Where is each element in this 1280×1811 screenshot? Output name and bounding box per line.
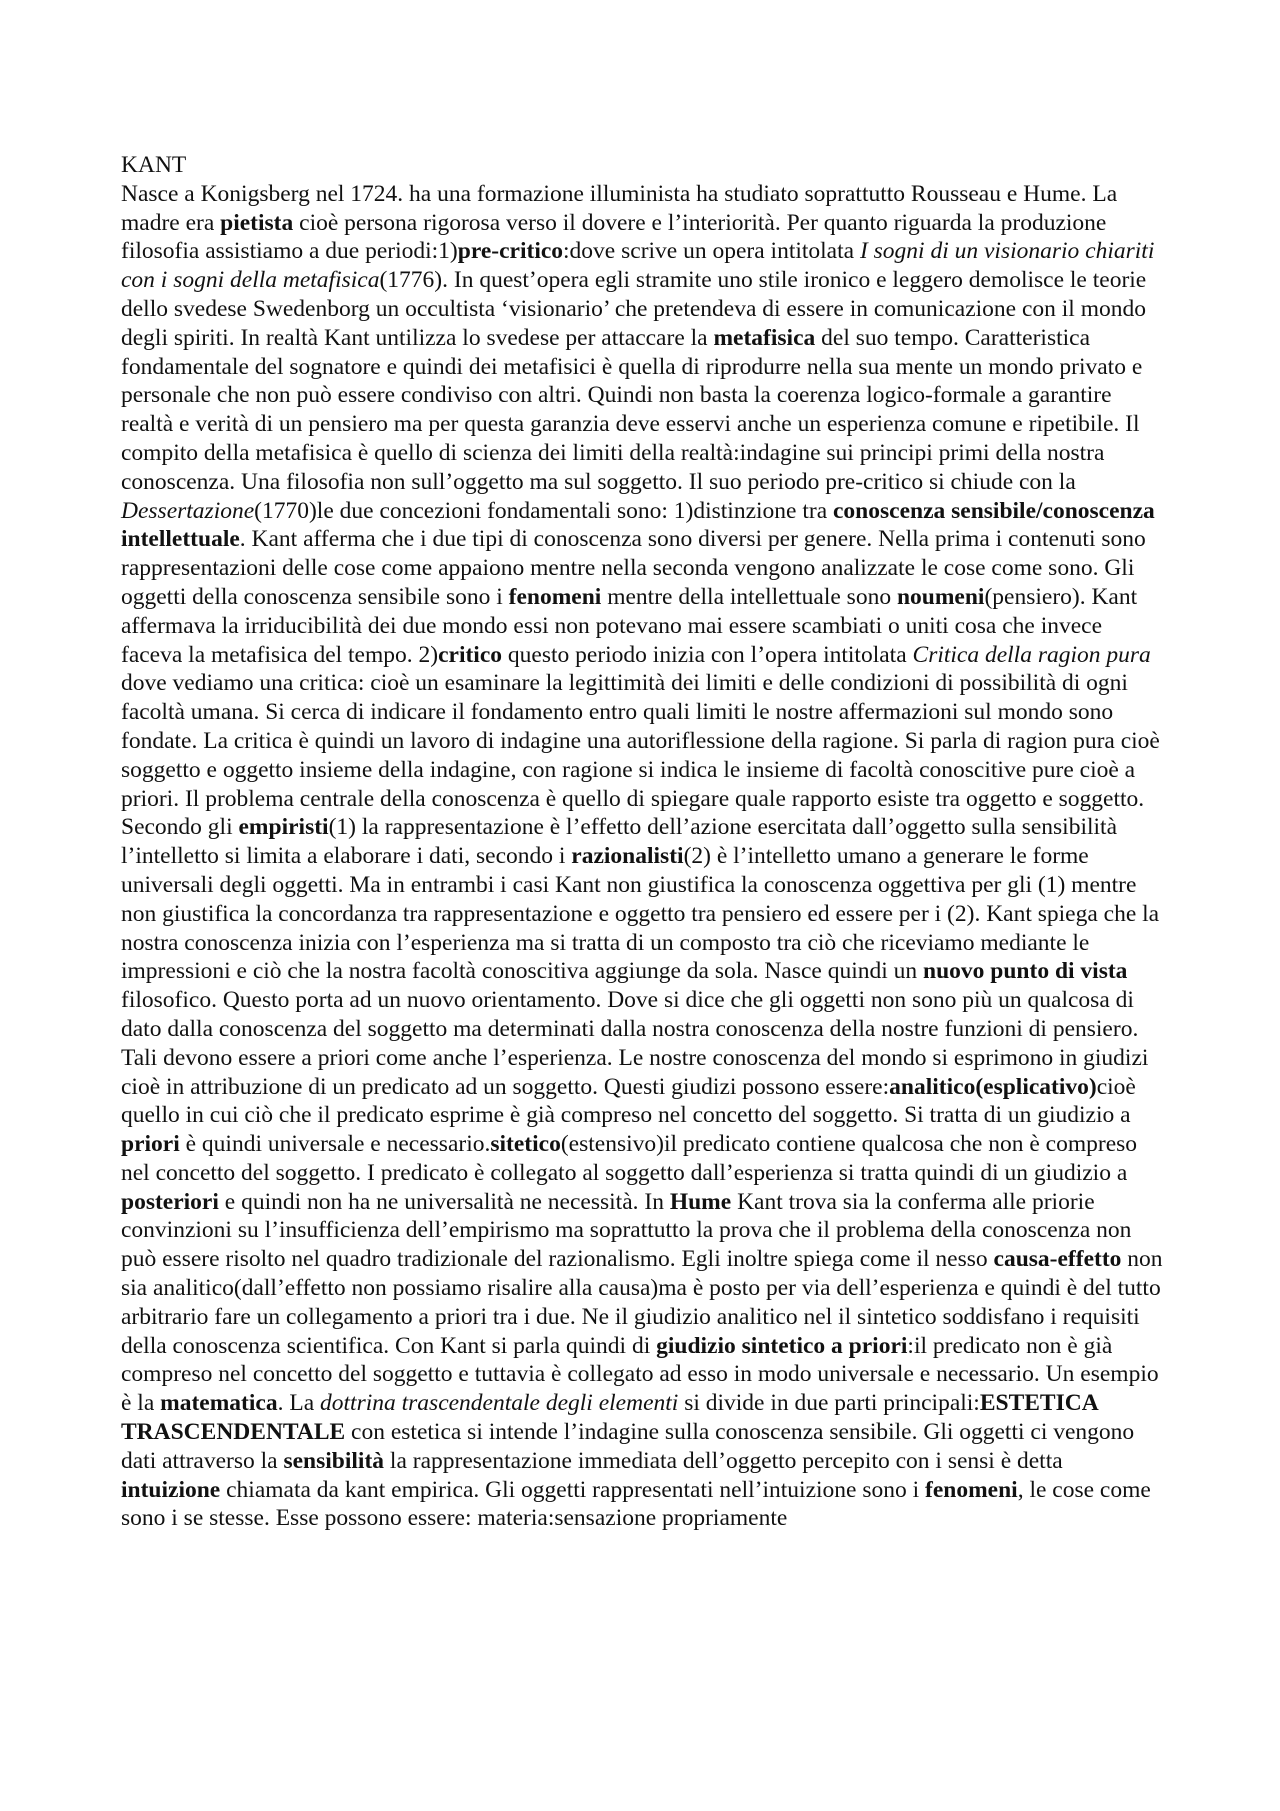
text-run: (1770)le due concezioni fondamentali sono: 1)distinzione tra — [254, 497, 833, 524]
bold-term: conoscenza sensibile/conoscenza intellettuale — [121, 497, 1155, 553]
text-run: con estetica si intende l’indagine sulla conoscenza sensibile. Gli oggetti ci vengono dati attraverso la — [121, 1419, 1135, 1474]
text-run: :dove scrive un opera intitolata — [563, 238, 860, 265]
text-run: cioè persona rigorosa verso il dovere e l’interiorità. Per quanto riguarda la produzione filosofia assistiamo a due periodi:1) — [121, 209, 1107, 265]
text-run: non sia analitico(dall’effetto non possiamo risalire alla causa)ma è posto per via dell’esperienza e quindi è del tutto arbitrario fare un collegamento a priori tra i due. Ne il giudizio analitico nel il sintetico soddisfano i requisiti della conoscenza scientifica. Con Kant si parla quindi di — [121, 1246, 1163, 1359]
text-run: è quindi universale e necessario. — [179, 1131, 491, 1158]
bold-term: giudizio sintetico a priori — [656, 1332, 908, 1359]
text-run: chiamata da kant empirica. Gli oggetti rappresentati nell’intuizione sono i — [220, 1476, 926, 1503]
bold-term: sensibilità — [283, 1447, 385, 1474]
text-run: . Kant afferma che i due tipi di conoscenza sono diversi per genere. Nella prima i contenuti sono rappresentazioni delle cose come appaiono mentre nella seconda vengono analizzate le cose come sono. Gli oggetti della conoscenza sensibile sono i — [121, 526, 1146, 610]
text-run: cioè quello in cui ciò che il predicato esprime è già compreso nel concetto del soggetto. Si tratta di un giudizio a — [121, 1073, 1136, 1129]
text-run: :il predicato non è già compreso nel concetto del soggetto e tuttavia è collegato ad esso in modo universale e necessario. Un esempio è la — [121, 1332, 1159, 1417]
italic-title: Critica della ragion pura — [912, 641, 1151, 668]
bold-term: ESTETICA TRASCENDENTALE — [121, 1390, 1098, 1446]
bold-term: pietista — [220, 209, 294, 236]
bold-term: Hume — [669, 1188, 732, 1215]
text-run: dove vediamo una critica: cioè un esaminare la legittimità dei limiti e delle condizioni di possibilità di ogni facoltà umana. Si cerca di indicare il fondamento entro quali limiti le nostre affermazioni sul mondo sono fondate. La critica è quindi un lavoro di indagine una autoriflessione della ragione. Si parla di ragion pura cioè soggetto e oggetto insieme della indagine, con ragione si indica le insieme di facoltà conoscitive pure cioè a priori. Il problema centrale della conoscenza è quello di spiegare quale rapporto esiste tra oggetto e soggetto. Secondo gli — [121, 670, 1160, 841]
text-run: Kant trova sia la conferma alle priorie convinzioni su l’insufficienza dell’empirismo ma soprattutto la prova che il problema della conoscenza non può essere risolto nel quadro tradizionale del razionalismo. Egli inoltre spiega come il nesso — [121, 1188, 1132, 1273]
text-run: del suo tempo. Caratteristica fondamentale del sognatore e quindi dei metafisici è quella di riprodurre nella sua mente un mondo privato e personale che non può essere condiviso con altri. Quindi non basta la coerenza logico-formale a garantire realtà e verità di un pensiero ma per questa garanzia deve esservi anche un esperienza comune e ripetibile. Il compito della metafisica è quello di scienza dei limiti della realtà:indagine sui principi primi della nostra conoscenza. Una filosofia non sull’oggetto ma sul soggetto. Il suo periodo pre-critico si chiude con la — [121, 324, 1143, 495]
bold-term: noumeni — [896, 583, 985, 610]
bold-term: metafisica — [713, 324, 816, 351]
text-run: (1776). In quest’opera egli stramite uno stile ironico e leggero demolisce le teorie dello svedese Swedenborg un occultista ‘visionario’ che pretendeva di essere in comunicazione con il mondo degli spiriti. In realtà Kant untilizza lo svedese per attaccare la — [121, 267, 1147, 351]
document-body — [121, 151, 1163, 1533]
text-run: e quindi non ha ne universalità ne necessità. In — [218, 1188, 670, 1215]
document-title: KANT — [121, 152, 187, 178]
document-paragraph — [121, 180, 1163, 1533]
text-run: la rappresentazione immediata dell’oggetto percepito con i sensi è detta — [384, 1447, 1063, 1474]
bold-term: priori — [121, 1131, 180, 1158]
bold-term: causa-effetto — [993, 1246, 1122, 1273]
bold-term: matematica — [160, 1390, 278, 1417]
bold-term: fenomeni — [508, 583, 602, 610]
bold-term: nuovo punto di vista — [923, 958, 1128, 985]
text-run: questo periodo inizia con l’opera intitolata — [502, 641, 913, 668]
text-run: (estensivo)il predicato contiene qualcosa che non è compreso nel concetto del soggetto. I predicato è collegato al soggetto dall’esperienza si tratta quindi di un giudizio a — [121, 1131, 1138, 1186]
text-run: mentre della intellettuale sono — [601, 583, 897, 610]
bold-term: empiristi — [238, 814, 329, 841]
text-run: . La — [277, 1390, 321, 1417]
bold-term: critico — [438, 641, 503, 668]
bold-term: analitico(esplicativo) — [889, 1073, 1097, 1100]
text-run: (2) è l’intelletto umano a generare le forme universali degli oggetti. Ma in entrambi i casi Kant non giustifica la conoscenza oggettiva per gli (1) mentre non giustifica la concordanza tra rappresentazione e oggetto tra pensiero ed essere per i (2). Kant spiega che la nostra conoscenza inizia con l’esperienza ma si tratta di un composto tra ciò che riceviamo mediante le impressioni e ciò che la nostra facoltà conoscitiva aggiunge da sola. Nasce quindi un — [121, 843, 1160, 985]
text-run: , le cose come sono i se stesse. Esse possono essere: materia:sensazione propriamente — [121, 1476, 1151, 1532]
text-run: si divide in due parti principali: — [678, 1390, 980, 1417]
bold-term: intuizione — [121, 1476, 221, 1503]
italic-title: I sogni di un visionario chiariti con i sogni della metafisica — [121, 238, 1155, 294]
text-run: (pensiero). Kant affermava la irriducibilità dei due mondo essi non potevano mai essere scambiati o uniti cosa che invece faceva la metafisica del tempo. 2) — [121, 583, 1138, 668]
text-run: (1) la rappresentazione è l’effetto dell’azione esercitata dall’oggetto sulla sensibilità l’intelletto si limita a elaborare i dati, secondo i — [121, 814, 1118, 870]
italic-title: Dessertazione — [121, 497, 255, 524]
bold-term: razionalisti — [571, 843, 684, 870]
bold-term: sitetico — [490, 1131, 561, 1158]
text-run: filosofico. Questo porta ad un nuovo orientamento. Dove si dice che gli oggetti non sono più un qualcosa di dato dalla conoscenza del soggetto ma determinati dalla nostra conoscenza della nostre funzioni di pensiero. Tali devono essere a priori come anche l’esperienza. Le nostre conoscenza del mondo si esprimono in giudizi cioè in attribuzione di un predicato ad un soggetto. Questi giudizi possono essere: — [121, 987, 1149, 1100]
bold-term: pre-critico — [457, 238, 564, 265]
italic-title: dottrina trascendentale degli elementi — [320, 1390, 679, 1417]
bold-term: posteriori — [121, 1188, 219, 1215]
bold-term: fenomeni — [925, 1476, 1018, 1503]
text-run: Nasce a Konigsberg nel 1724. ha una formazione illuminista ha studiato soprattutto Rousseau e Hume. La madre era — [121, 180, 1118, 236]
